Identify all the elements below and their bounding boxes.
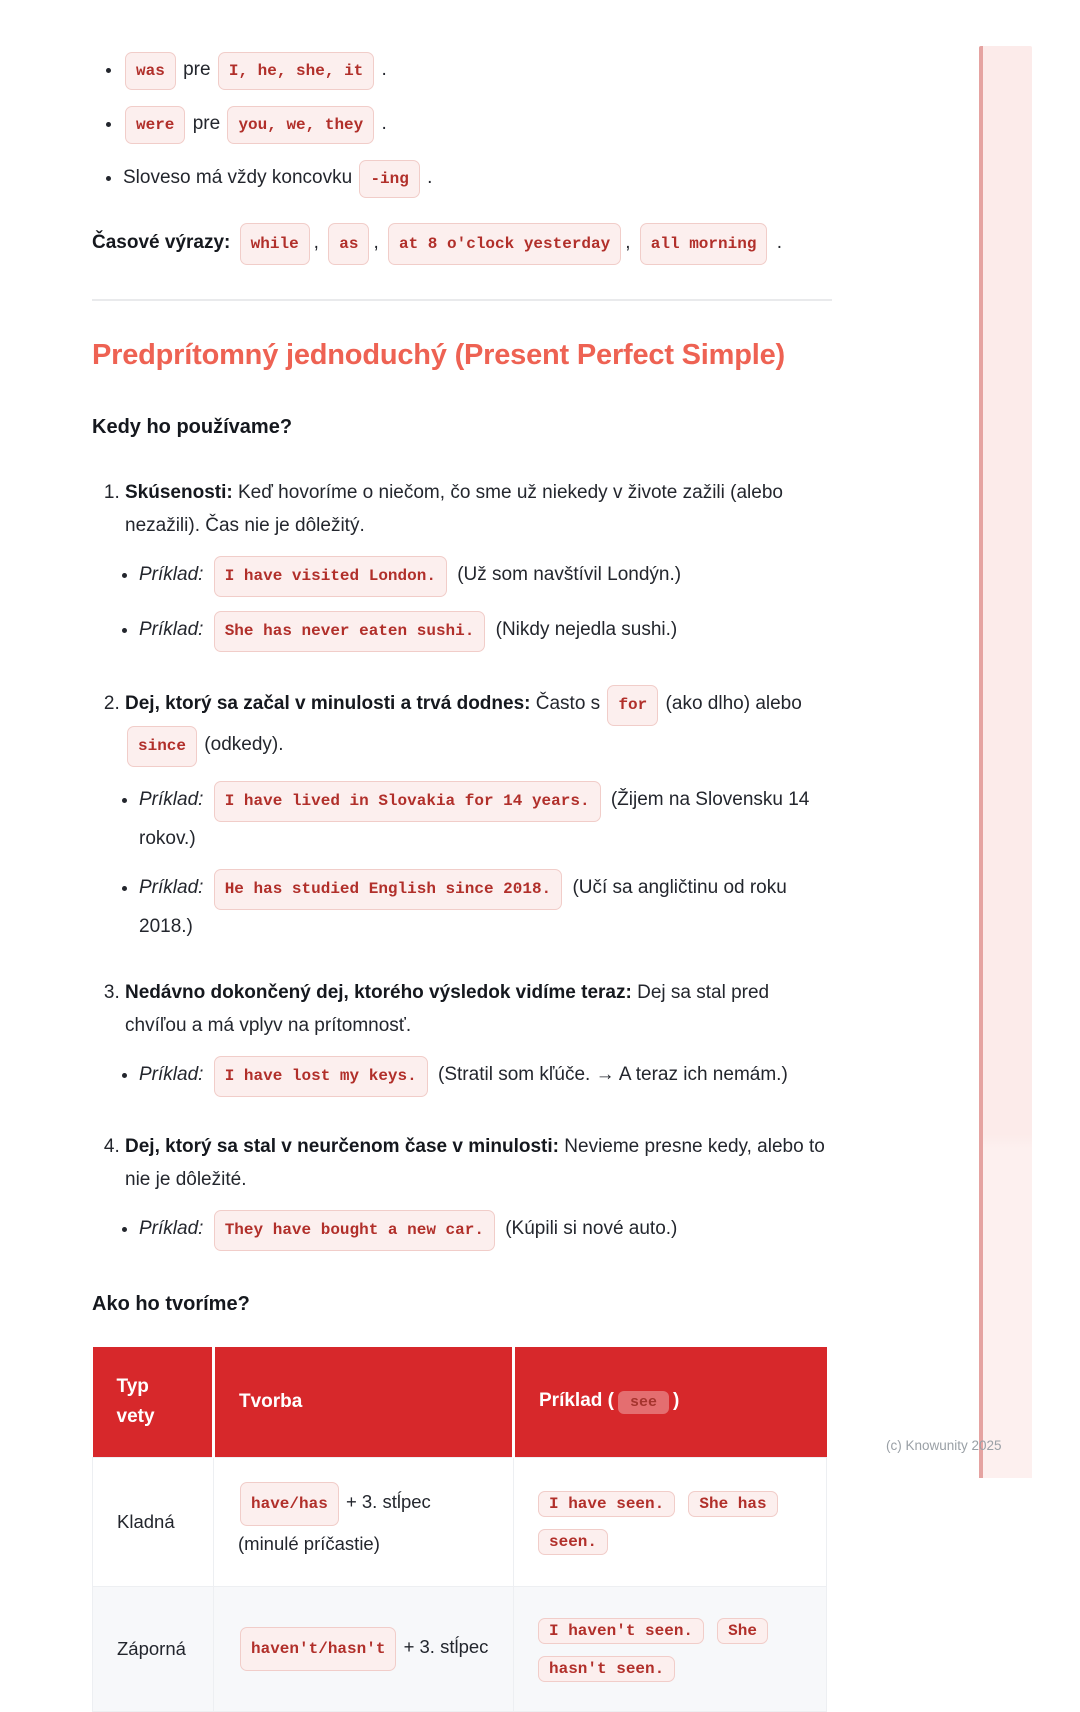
usage-heading: Kedy ho používame?: [92, 416, 293, 438]
list-item: [123, 106, 832, 144]
code-badge: haven't/hasn't: [240, 1627, 396, 1671]
code-badge: was: [125, 52, 176, 90]
cell-formation: [214, 1457, 514, 1586]
code-badge: I have lived in Slovakia for 14 years.: [214, 781, 601, 822]
code-badge: see: [618, 1391, 669, 1414]
example-translation: (Stratil som kľúče. → A teraz ich nemám.): [438, 1064, 788, 1085]
column-header-example: [514, 1347, 827, 1457]
usage-item: [125, 1130, 832, 1251]
code-badge: I haven't seen.: [538, 1618, 704, 1644]
time-expressions-line: [92, 223, 832, 265]
usage-item-text: Keď hovoríme o niečom, čo sme už niekedy v živote zažili (alebo nezažili). Čas nie je dôležitý.: [125, 482, 783, 536]
code-badge: -ing: [359, 160, 419, 198]
section-divider: [92, 299, 832, 301]
example-translation: (Učí sa angličtinu od roku 2018.): [139, 877, 787, 937]
example-label: Príklad:: [139, 877, 204, 898]
example-item: [139, 611, 832, 652]
example-translation: (Nikdy nejedla sushi.): [495, 619, 678, 640]
code-badge: all morning: [640, 223, 768, 265]
note-text: Sloveso má vždy koncovku: [123, 167, 353, 188]
code-badge: They have bought a new car.: [214, 1210, 495, 1251]
usage-list: [92, 476, 832, 1251]
usage-item: [125, 976, 832, 1097]
code-badge: you, we, they: [227, 106, 374, 144]
note-text: pre: [192, 113, 221, 134]
usage-item: [125, 476, 832, 652]
table-header-row: [93, 1347, 827, 1457]
code-badge: I have lost my keys.: [214, 1056, 428, 1097]
table-row: [93, 1457, 827, 1586]
example-item: [139, 556, 832, 597]
usage-item-title: Dej, ktorý sa začal v minulosti a trvá dodnes:: [125, 693, 531, 714]
comma: ,: [625, 232, 631, 253]
code-badge: I have seen.: [538, 1491, 675, 1517]
cell-sentence-type: Kladná: [93, 1457, 214, 1586]
column-header-type: Typ vety: [93, 1347, 214, 1457]
formation-text: + 3. stĺpec (minulé príčastie): [238, 1490, 431, 1554]
list-item: [123, 52, 832, 90]
code-badge: for: [607, 685, 658, 726]
code-badge: I, he, she, it: [218, 52, 374, 90]
formation-table: [92, 1347, 827, 1712]
code-badge: He has studied English since 2018.: [214, 869, 562, 910]
example-list: [125, 1210, 832, 1251]
example-translation: (Kúpili si nové auto.): [505, 1218, 678, 1239]
code-badge: have/has: [240, 1482, 339, 1526]
usage-item-text: (odkedy).: [204, 734, 284, 755]
cell-examples: [514, 1586, 827, 1711]
grammar-notes-list: [92, 52, 832, 198]
page-edge-decoration: [979, 46, 1032, 1478]
usage-item-text: Dej sa stal pred chvíľou a má vplyv na prítomnosť.: [125, 982, 770, 1036]
example-label: Príklad:: [139, 1064, 204, 1085]
cell-examples: [514, 1457, 827, 1586]
usage-item-title: Dej, ktorý sa stal v neurčenom čase v minulosti:: [125, 1136, 559, 1157]
list-item: [123, 160, 832, 198]
usage-item-text: Často s: [535, 693, 601, 714]
period: .: [427, 167, 433, 188]
example-list: [125, 781, 832, 943]
code-badge: She has seen.: [538, 1491, 778, 1555]
watermark: (c) Knowunity 2025: [886, 1438, 1002, 1453]
example-translation: (Žijem na Slovensku 14 rokov.): [139, 789, 810, 849]
usage-item-text: Nevieme presne kedy, alebo to nie je dôležité.: [125, 1136, 825, 1190]
document-content: [92, 0, 832, 1712]
example-label: Príklad:: [139, 564, 204, 585]
column-header-formation: Tvorba: [214, 1347, 514, 1457]
header-text: ): [673, 1389, 680, 1411]
code-badge: since: [127, 726, 197, 767]
code-badge: while: [240, 223, 310, 265]
period: .: [381, 59, 387, 80]
example-label: Príklad:: [139, 789, 204, 810]
usage-item: [125, 685, 832, 943]
example-label: Príklad:: [139, 1218, 204, 1239]
table-row: [93, 1586, 827, 1711]
code-badge: She hasn't seen.: [538, 1618, 768, 1682]
example-list: [125, 1056, 832, 1097]
section-title: Predprítomný jednoduchý (Present Perfect Simple): [92, 339, 785, 371]
code-badge: were: [125, 106, 185, 144]
period: .: [381, 113, 387, 134]
formation-text: + 3. stĺpec: [403, 1635, 489, 1657]
comma: ,: [373, 232, 379, 253]
header-text: Príklad (: [539, 1389, 614, 1411]
cell-formation: [214, 1586, 514, 1711]
note-text: pre: [183, 59, 211, 80]
code-badge: as: [328, 223, 369, 265]
usage-item-text: (ako dlho) alebo: [665, 693, 802, 714]
time-expressions-label: Časové výrazy:: [92, 232, 231, 253]
example-item: [139, 1210, 832, 1251]
comma: ,: [313, 232, 319, 253]
example-item: [139, 869, 832, 943]
formation-heading: Ako ho tvoríme?: [92, 1293, 250, 1315]
code-badge: She has never eaten sushi.: [214, 611, 486, 652]
usage-item-title: Skúsenosti:: [125, 482, 233, 503]
example-item: [139, 1056, 832, 1097]
example-label: Príklad:: [139, 619, 204, 640]
cell-sentence-type: Záporná: [93, 1586, 214, 1711]
period: .: [776, 232, 782, 253]
example-item: [139, 781, 832, 855]
usage-item-title: Nedávno dokončený dej, ktorého výsledok vidíme teraz:: [125, 982, 632, 1003]
code-badge: at 8 o'clock yesterday: [388, 223, 621, 265]
example-translation: (Už som navštívil Londýn.): [457, 564, 682, 585]
example-list: [125, 556, 832, 652]
code-badge: I have visited London.: [214, 556, 447, 597]
